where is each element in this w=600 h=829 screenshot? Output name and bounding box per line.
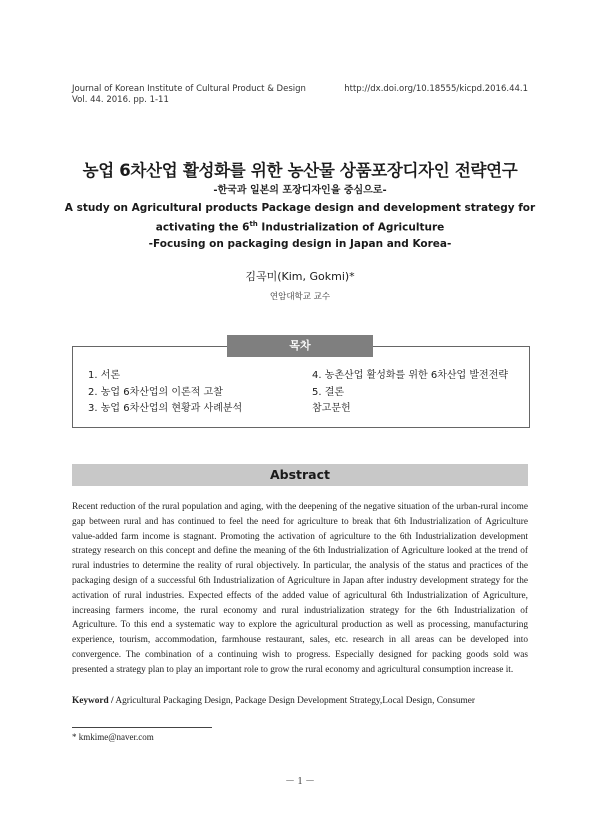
abstract-heading: Abstract [72,464,528,486]
toc-heading: 목차 [227,335,373,357]
keywords [72,696,528,706]
english-title-line-2 [60,216,540,236]
author-name: 김곡미(Kim, Gokmi)* [245,270,355,283]
english-title [60,200,540,252]
english-title-line-2-end: Industrialization of Agriculture [257,221,445,234]
korean-subtitle: -한국과 일본의 포장디자인을 중심으로- [213,185,387,196]
english-subtitle: -Focusing on packaging design in Japan and Korea- [148,237,452,250]
journal-info [72,84,306,106]
doi-link[interactable]: http://dx.doi.org/10.18555/kicpd.2016.44.1 [344,84,528,94]
toc-left-column [88,368,242,418]
journal-name: Journal of Korean Institute of Cultural Product & Design [72,84,306,94]
toc-item[interactable]: 3. 농업 6차산업의 현황과 사례분석 [88,403,243,414]
toc-right-column [312,368,508,418]
toc-item[interactable]: 참고문헌 [312,403,351,414]
title-block [60,160,540,252]
abstract-body: Recent reduction of the rural population and aging, with the deepening of the negative situation of the urban-rural income gap between rural and has continued to feel the need for agriculture to break that 6th Industrialization of Agriculture value-added farm income is stagnant. Promoting the activation of agriculture to the 6th Industrialization development strategy research on this concept and define the meaning of the 6th Industrialization of Agriculture looked at the trend of rural industries to determine the reality of rural objectively. In particular, the analysis of the status and practices of the packaging design of a successful 6th Industrialization of Agriculture in Japan after industry development strategy for the activation of rural industries. Expected effects of the added value of agricultural 6th Industrialization of Agriculture, increasing farmers income, the rural economy and rural industrialization strategy for the 6th Industrialization of Agriculture. To this end a systematic way to explore the agricultural production as well as processing, manufacturing experience, tourism, accommodation, farmhouse restaurant, sales, etc. research in all areas can be developed into convergence. The combination of a continuing wish to progress. Especially designed for packing goods sold was presented a strategy plan to play an important role to grow the rural economy and agricultural consumption increase it. [72,502,528,675]
author-email-footnote: * kmkime@naver.com [72,732,154,742]
english-title-line-2-start: activating the 6 [155,221,250,234]
english-title-line-1: A study on Agricultural products Package design and development strategy for [64,202,536,214]
toc-item[interactable]: 2. 농업 6차산업의 이론적 고찰 [88,386,223,398]
author-affiliation: 연암대학교 교수 [269,292,331,302]
footnote-divider [72,727,212,728]
page-number: － 1 － [285,776,315,787]
toc-item[interactable]: 4. 농촌산업 활성화를 위한 6차산업 발전전략 [312,370,509,381]
toc-item[interactable]: 1. 서론 [88,370,121,381]
keyword-list: Agricultural Packaging Design, Package Design Development Strategy,Local Design, Consumer [113,696,475,706]
keyword-label: Keyword / [72,696,114,706]
journal-volume: Vol. 44. 2016. pp. 1-11 [72,95,169,105]
toc-item[interactable]: 5. 결론 [312,386,345,398]
korean-title: 농업 6차산업 활성화를 위한 농산물 상품포장디자인 전략연구 [82,161,518,180]
ordinal-superscript: th [249,220,258,228]
